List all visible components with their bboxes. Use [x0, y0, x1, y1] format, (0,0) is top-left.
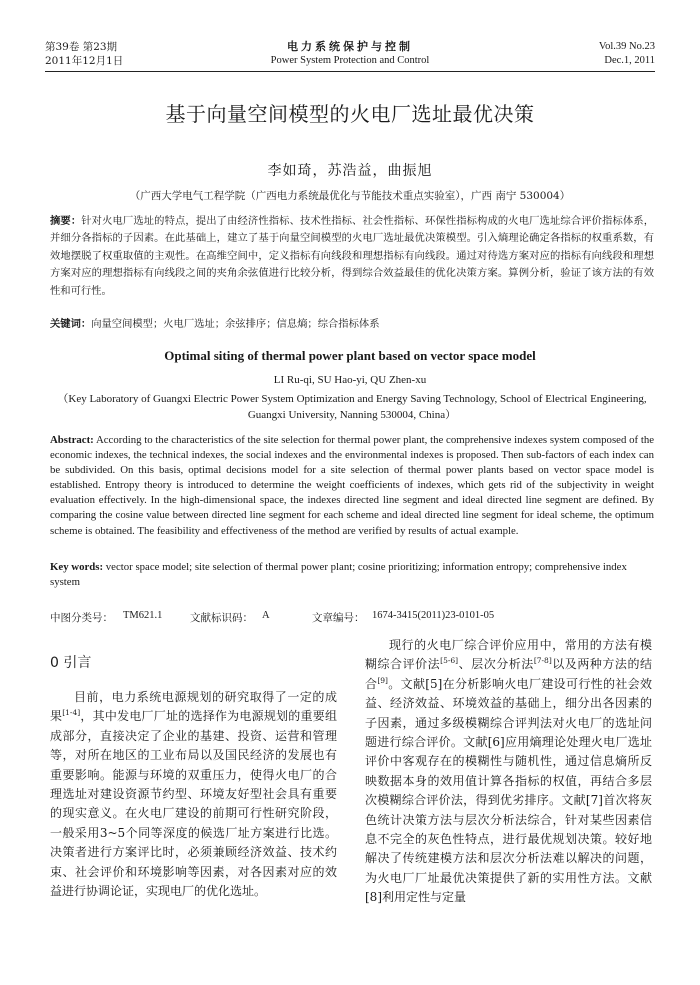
citation[interactable]: [5-6] [440, 656, 459, 666]
date-cn: 2011年12月1日 [45, 55, 124, 67]
keywords-en [50, 560, 654, 590]
citation[interactable]: [1-4] [62, 708, 81, 718]
volume-issue-cn: 第39卷 第23期 [45, 41, 118, 53]
article-number-value: 1674-3415(2011)23-0101-05 [372, 610, 495, 621]
volume-issue-en: Vol.39 No.23 [598, 41, 655, 52]
authors-en: LI Ru-qi, SU Hao-yi, QU Zhen-xu [273, 374, 427, 386]
abstract-en [50, 433, 654, 539]
citation[interactable]: [7-8] [533, 656, 552, 666]
keywords-cn-label: 关键词： [50, 318, 92, 330]
abstract-cn [50, 213, 654, 300]
text-run: 。文献[5]在分析影响火电厂建设可行性的社会效益、经济效益、环境效益的基础上，细分出各因素的子因素，通过多级模糊综合评判法对火电厂的选址问题进行综合评价。文献[6]应用熵理论处理火电厂选址评价中客观存在的模糊性与随机性，通过信息熵所反映数据本身的效用值计算各指标的权值，再结合多层次模糊综合评价法，得到优劣排序。文献[7]首次将灰色统计决策方法与层次分析法综合，针对某些因素信息不完全的灰色性特点，进行最优规划决策。较好地解决了传统建模方法和层次分析法难以解决的问题，为火电厂厂址最优决策提供了新的实用性方法。文献[8]利用定性与定量 [365, 676, 652, 905]
abstract-en-text: According to the characteristics of the site selection for thermal power plant, the comprehensive indexes system composed of the economic indexes, the technical indexes, the social indexes and the environmental indexes is proposed. Then sub-factors of each index can be subdivided. On this basis, optimal decisions model for a site selection of thermal power plants based on vector space model is established. Entropy theory is introduced to determine the weight coefficients of indexes, which gets rid of the subjectivity in weight evaluation effectively. In the high-dimensional space, the indexes directed line segment and ideal directed line segment are defined. By comparing the cosine value between directed line segment for each scheme and ideal directed line segment for ideal scheme, the optimum scheme is obtained. The feasibility and effectiveness of the method are verified by results of actual example. [50, 434, 655, 537]
clc-value: TM621.1 [123, 610, 163, 621]
text-run: 现行的火电厂综合评价应用中，常用的方法有模糊综合评价法 [365, 638, 652, 672]
paragraph [365, 636, 652, 908]
clc-label: 中图分类号： [50, 612, 113, 624]
text-run: ，其中发电厂厂址的选择作为电源规划的重要组成部分，直接决定了企业的基建、投资、运营和管理等，对所在地区的工业布局以及国民经济的发展也有重要影响。能源与环境的双重压力，使得火电厂的合理选址对建设资源节约型、环境友好型社会具有重要的现实意义。在火电厂建设的前期可行性研究阶段，一般采用3~5个同等深度的候选厂址方案进行比选。决策者进行方案评比时，必须兼顾经济效益、技术约束、社会评价和环境影响等因素，对各因素对应的效益进行协调论证，实现电厂的优化选址。 [50, 709, 337, 899]
abstract-cn-text: 针对火电厂选址的特点，提出了由经济性指标、技术性指标、社会性指标、环保性指标构成的火电厂选址综合评价指标体系，并细分各指标的子因素。在此基础上，建立了基于向量空间模型的火电厂选址最优决策模型。引入熵理论确定各指标的权重系数，有效地摆脱了权重取值的主观性。在高维空间中，定义指标有向线段和理想指标有向线段。通过对待选方案对应的指标有向线段和理想方案对应的理想指标有向线段之间的夹角余弦值进行比较分析，得到综合效益最佳的优化决策方案。算例分析，验证了该方法的有效性和可行性。 [50, 215, 654, 297]
body-column-left [50, 654, 337, 901]
keywords-en-label: Key words: [50, 561, 104, 573]
article-number-label: 文章编号： [312, 612, 365, 624]
text-run: 、层次分析法 [458, 657, 534, 672]
text-run: 目前，电力系统电源规划的研究取得了一定的成果 [50, 690, 337, 724]
affiliation-en: （Key Laboratory of Guangxi Electric Power System Optimization and Energy Saving Technology, School of Electrical Engineering, Guangxi University, Nanning 530004, China） [57, 393, 647, 421]
journal-name-en: Power System Protection and Control [270, 55, 430, 66]
header-rule [45, 71, 655, 72]
body-column-right [365, 636, 652, 908]
paper-title-en: Optimal siting of thermal power plant based on vector space model [164, 348, 536, 363]
citation[interactable]: [9] [377, 675, 388, 685]
date-en: Dec.1, 2011 [604, 55, 655, 66]
journal-name-cn: 电力系统保护与控制 [287, 40, 413, 53]
running-header [45, 40, 655, 72]
doc-code-value: A [262, 610, 270, 621]
paper-title-cn: 基于向量空间模型的火电厂选址最优决策 [165, 102, 535, 126]
keywords-cn-text: 向量空间模型；火电厂选址；余弦排序；信息熵；综合指标体系 [91, 318, 380, 330]
header-right [599, 40, 655, 68]
text-run: 以及两种方法的结合 [365, 657, 652, 691]
doc-code-label: 文献标识码： [190, 612, 253, 624]
abstract-en-label: Abstract: [50, 434, 94, 446]
keywords-en-text: vector space model; site selection of thermal power plant; cosine prioritizing; information entropy; comprehensive index system [50, 561, 627, 589]
authors-cn: 李如琦，苏浩益，曲振旭 [267, 163, 433, 179]
abstract-cn-label: 摘要： [50, 215, 82, 227]
section-heading-introduction: 0 引言 [50, 655, 92, 671]
header-center [45, 40, 655, 68]
affiliation-cn: （广西大学电气工程学院（广西电力系统最优化与节能技术重点实验室），广西 南宁 530004） [129, 190, 571, 202]
paragraph [50, 688, 337, 901]
keywords-cn [50, 316, 654, 332]
